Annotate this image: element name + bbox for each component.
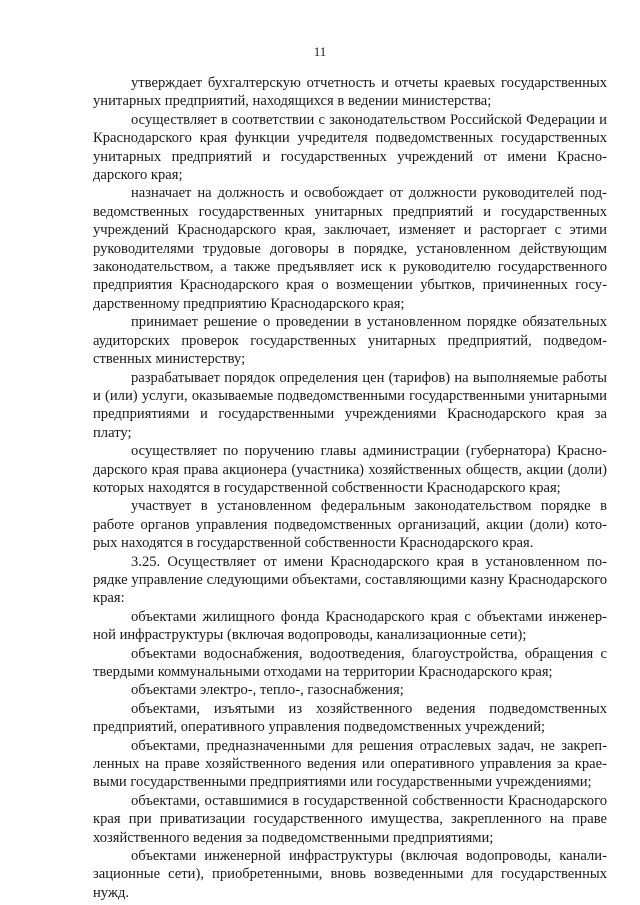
paragraph: объектами, предназначенными для решения отраслевых задач, не закрепленных на праве хозяйственного ведения или оперативного управления за краевыми государственными предприятиями или государственными учреждениями; xyxy=(93,737,607,791)
paragraph: принимает решение о проведении в установленном порядке обязательных аудиторских проверок государственных унитарных предприятий, подведомственных министерству; xyxy=(93,314,607,368)
paragraph: назначает на должность и освобождает от должности руководителей подведомственных государственных унитарных предприятий и государственных учреждений Краснодарского края, заключает, изменяет и расторгает с этими руководителями трудовые договоры в порядке, установленном действующим законодательством, а также предъявляет иск к руководителю государственного предприятия Краснодарского края о возмещении убытков, причиненных государственному предприятию Краснодарского края; xyxy=(93,185,607,312)
paragraph: объектами водоснабжения, водоотведения, благоустройства, обращения с твердыми коммунальными отходами на территории Краснодарского края; xyxy=(93,645,607,680)
paragraph: объектами, оставшимися в государственной собственности Краснодарского края при приватизации государственного имущества, закрепленного на праве хозяйственного ведения за подведомственными предприятиями; xyxy=(93,792,607,846)
paragraph: объектами жилищного фонда Краснодарского края с объектами инженерной инфраструктуры (включая водопроводы, канализационные сети); xyxy=(93,608,607,644)
paragraph: участвует в установленном федеральным законодательством порядке в работе органов управления подведомственных организаций, акции (доли) которых находятся в государственной собственности Краснодарского края. xyxy=(93,498,607,552)
paragraph: объектами, изъятыми из хозяйственного ведения подведомственных предприятий, оперативного управления подведомственных учреждений; xyxy=(93,700,607,736)
paragraph: 3.25. Осуществляет от имени Краснодарского края в установленном порядке управление следующими объектами, составляющими казну Краснодарского края: xyxy=(93,553,607,607)
paragraph: осуществляет в соответствии с законодательством Российской Федерации и Краснодарского края функции учредителя подведомственных государственных унитарных предприятий и государственных учреждений от имени Краснодарского края; xyxy=(93,111,607,184)
paragraph: осуществляет по поручению главы администрации (губернатора) Краснодарского края права акционера (участника) хозяйственных обществ, акции (доли) которых находятся в государственной собственности Краснодарского края; xyxy=(93,443,607,496)
paragraph: разрабатывает порядок определения цен (тарифов) на выполняемые работы и (или) услуги, оказываемые подведомственными государственными унитарными предприятиями и государственными учреждениями Краснодарского края за плату; xyxy=(93,369,607,441)
paragraph: утверждает бухгалтерскую отчетность и отчеты краевых государственных унитарных предприятий, находящихся в ведении министерства; xyxy=(93,75,607,110)
paragraph: объектами инженерной инфраструктуры (включая водопроводы, канализационные сети), приобретенными, вновь возведенными для государственных нужд. xyxy=(93,848,607,901)
paragraph: объектами электро-, тепло-, газоснабжения; xyxy=(131,682,404,699)
page-number: 11 xyxy=(313,44,327,59)
document-body xyxy=(93,74,607,902)
